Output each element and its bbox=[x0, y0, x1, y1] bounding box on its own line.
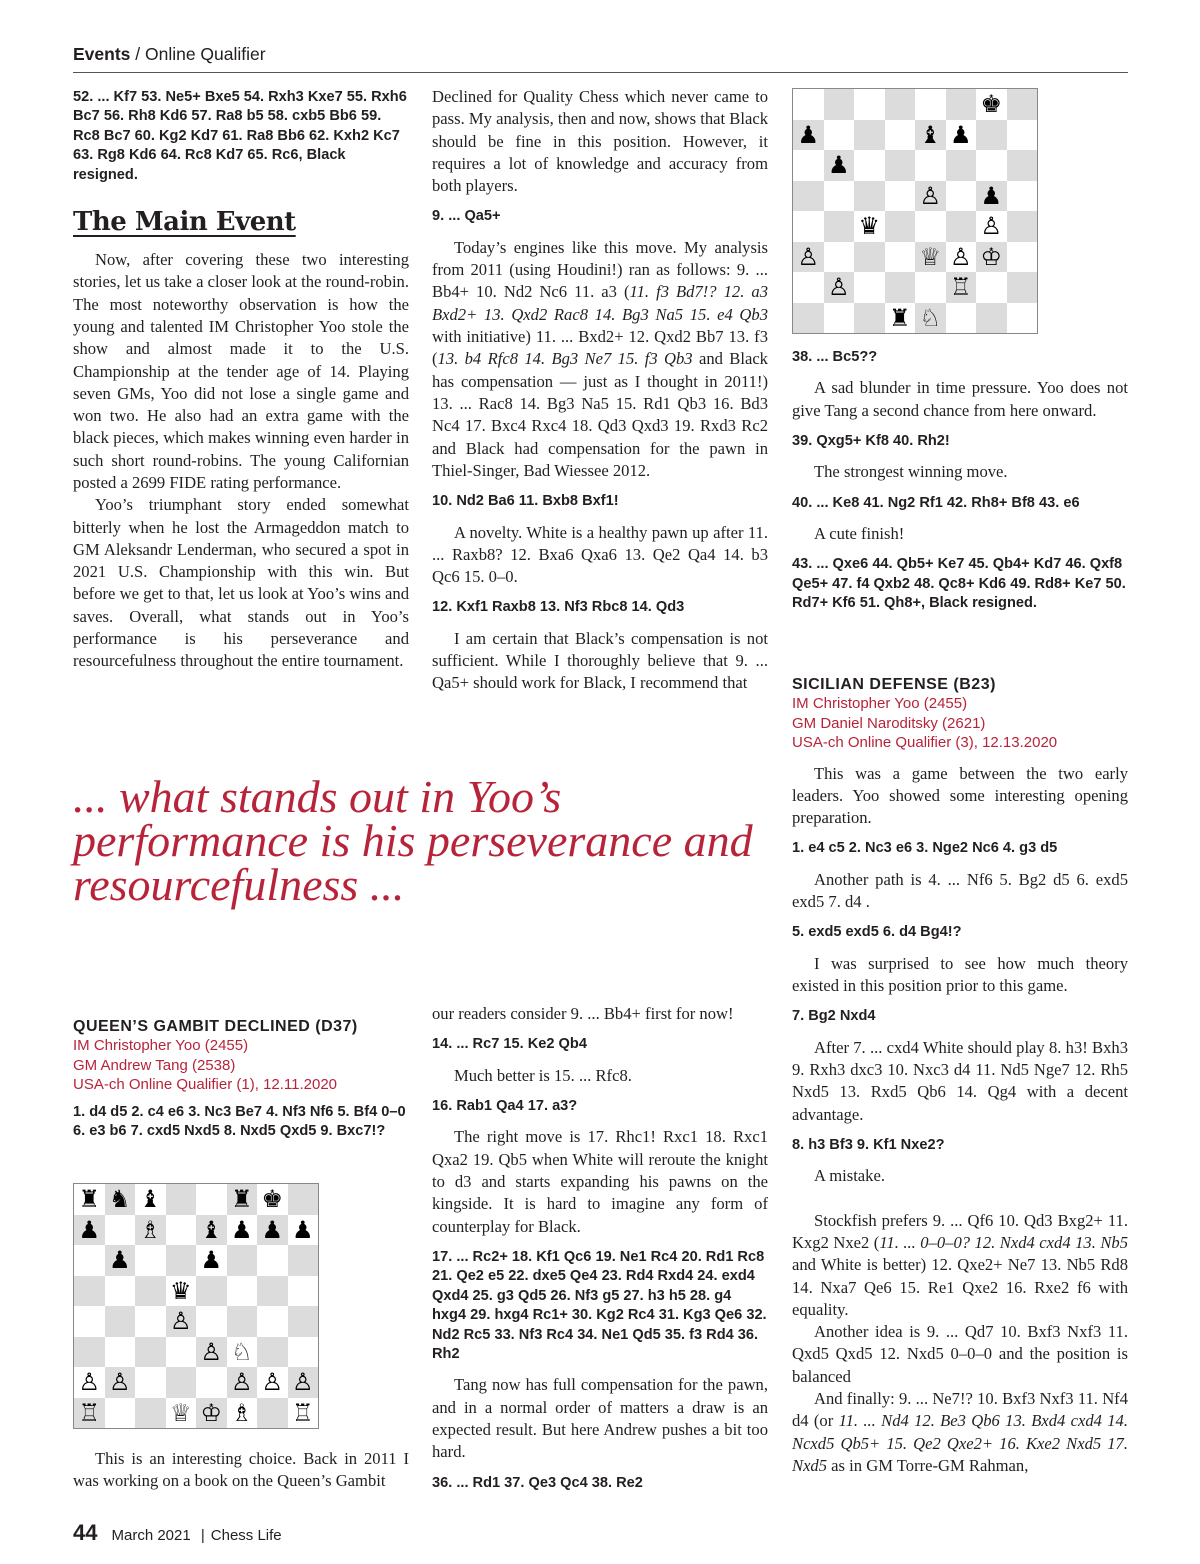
board-square bbox=[227, 1398, 258, 1429]
white-bishop-icon: ♗ bbox=[230, 1398, 253, 1427]
event-info: USA-ch Online Qualifier (3), 12.13.2020 bbox=[792, 734, 1058, 751]
black-bishop-icon: ♝ bbox=[200, 1215, 222, 1244]
board-square bbox=[227, 1184, 258, 1215]
board-square bbox=[105, 1245, 136, 1276]
text-run: And finally: 9. ... Ne7!? 10. Bxf3 Nxf3 11. Nf4 d4 (or bbox=[792, 1389, 1128, 1431]
page-number: 44 bbox=[73, 1520, 98, 1545]
board-square bbox=[824, 89, 855, 120]
board-square bbox=[854, 181, 885, 212]
board-square bbox=[135, 1398, 166, 1429]
board-square bbox=[976, 181, 1007, 212]
magazine-name: Chess Life bbox=[210, 1527, 282, 1544]
board-square bbox=[915, 211, 946, 242]
board-square bbox=[915, 242, 946, 273]
board-square bbox=[257, 1245, 288, 1276]
board-square bbox=[166, 1306, 197, 1337]
text-run: with initiative) 11. ... Bxd2+ 12. Qxd2 Bb7 13. f3 ( bbox=[432, 327, 768, 369]
move-sequence: 52. ... Kf7 53. Ne5+ Bxe5 54. Rxh3 Kxe7 55. Rxh6 Bc7 56. Rh8 Kd6 57. Ra8 b5 58. cxb5 Bb6 59. Rc8 Bc7 60. Kg2 Kd7 61. Ra8 Bb6 62. Kxh2 Kc7 63. Rg8 Kd6 64. Rc8 Kd7 65. Rc6, Black resigned. bbox=[73, 89, 407, 183]
board-square bbox=[885, 150, 916, 181]
black-rook-icon: ♜ bbox=[230, 1185, 253, 1214]
pull-quote: ... what stands out in Yoo’s performance is his perseverance and resourcefulness ... bbox=[73, 771, 753, 910]
game-title: QUEEN’S GAMBIT DECLINED (D37) bbox=[73, 1018, 358, 1035]
body-paragraph: A cute finish! bbox=[814, 524, 905, 544]
board-square bbox=[824, 242, 855, 273]
body-paragraph: A sad blunder in time pressure. Yoo does not give Tang a second chance from here onward. bbox=[792, 378, 1128, 420]
board-square bbox=[105, 1184, 136, 1215]
variation-text: 11. ... Nd4 12. Be3 Qb6 13. Bxd4 cxd4 14. Ncxd5 Qb5+ 15. Qe2 Qxe2+ 16. Kxe2 Nxd5 17. Nxd5 bbox=[792, 1411, 1128, 1475]
move-sequence: 12. Kxf1 Raxb8 13. Nf3 Rbc8 14. Qd3 bbox=[432, 599, 685, 616]
board-square bbox=[105, 1276, 136, 1307]
board-square bbox=[946, 303, 977, 334]
black-pawn-icon: ♟ bbox=[797, 120, 819, 149]
text-run: and Black has compensation — just as I thought in 2011!) 13. ... Rac8 14. Bg3 Na5 15. Rd1 Qb3 16. Bd3 Nc4 17. Bxc4 Rxc4 18. Qd3 Qxd3 19. Rxd3 Rc2 and Black had compensation for the pawn in Thiel-Singer, Bad Wiessee 2012. bbox=[432, 349, 768, 480]
white-pawn-icon: ♙ bbox=[980, 212, 1002, 241]
body-paragraph: Much better is 15. ... Rfc8. bbox=[454, 1065, 632, 1085]
board-square bbox=[976, 242, 1007, 273]
text-run: as in GM Torre-GM Rahman, bbox=[827, 1455, 1029, 1475]
board-square bbox=[288, 1337, 319, 1368]
board-square bbox=[1007, 242, 1038, 273]
board-square bbox=[885, 181, 916, 212]
board-square bbox=[196, 1276, 227, 1307]
board-square bbox=[1007, 303, 1038, 334]
section-separator: / bbox=[130, 44, 145, 64]
move-sequence: 14. ... Rc7 15. Ke2 Qb4 bbox=[432, 1036, 587, 1053]
board-square bbox=[793, 242, 824, 273]
board-square bbox=[74, 1245, 105, 1276]
page-footer bbox=[73, 1520, 282, 1546]
board-square bbox=[227, 1367, 258, 1398]
board-square bbox=[824, 272, 855, 303]
board-square bbox=[1007, 211, 1038, 242]
board-square bbox=[135, 1215, 166, 1246]
board-square bbox=[854, 242, 885, 273]
white-rook-icon: ♖ bbox=[949, 273, 972, 302]
game-1-note bbox=[73, 1448, 409, 1493]
white-pawn-icon: ♙ bbox=[797, 242, 819, 271]
board-square bbox=[74, 1306, 105, 1337]
board-square bbox=[1007, 120, 1038, 151]
board-square bbox=[793, 272, 824, 303]
text-run: and White is better) 12. Qxe2+ Ne7 13. Nb5 Rd8 14. Nxa7 Qe6 15. Re1 Qxe2 16. Rxe2 f6 with equality. bbox=[792, 1255, 1128, 1319]
board-square bbox=[166, 1245, 197, 1276]
white-pawn-icon: ♙ bbox=[230, 1368, 253, 1397]
white-knight-icon: ♘ bbox=[919, 303, 941, 332]
body-paragraph: our readers consider 9. ... Bb4+ first for now! bbox=[432, 1004, 734, 1023]
move-sequence: 43. ... Qxe6 44. Qb5+ Ke7 45. Qb4+ Kd7 46. Qxf8 Qe5+ 47. f4 Qxb2 48. Qc8+ Kd6 49. Rd8+ Ke7 50. Rd7+ Kf6 51. Qh8+, Black resigned. bbox=[792, 556, 1126, 612]
board-square bbox=[288, 1245, 319, 1276]
board-square bbox=[135, 1367, 166, 1398]
black-pawn-icon: ♟ bbox=[827, 151, 850, 180]
board-square bbox=[946, 211, 977, 242]
move-sequence: 1. e4 c5 2. Nc3 e6 3. Nge2 Nc6 4. g3 d5 bbox=[792, 840, 1058, 857]
header-rule bbox=[73, 72, 1128, 73]
white-pawn-icon: ♙ bbox=[949, 242, 972, 271]
black-pawn-icon: ♟ bbox=[980, 181, 1002, 210]
board-square bbox=[854, 89, 885, 120]
board-square bbox=[824, 303, 855, 334]
board-square bbox=[885, 89, 916, 120]
board-square bbox=[1007, 89, 1038, 120]
white-pawn-icon: ♙ bbox=[169, 1307, 192, 1336]
board-square bbox=[196, 1306, 227, 1337]
game-2 bbox=[792, 676, 1128, 1477]
board-square bbox=[976, 150, 1007, 181]
black-player: GM Andrew Tang (2538) bbox=[73, 1056, 236, 1074]
black-rook-icon: ♜ bbox=[78, 1185, 100, 1214]
white-pawn-icon: ♙ bbox=[261, 1368, 283, 1397]
white-king-icon: ♔ bbox=[200, 1398, 222, 1427]
board-square bbox=[74, 1184, 105, 1215]
board-square bbox=[74, 1337, 105, 1368]
board-square bbox=[1007, 181, 1038, 212]
body-paragraph: The right move is 17. Rhc1! Rxc1 18. Rxc1 Qxa2 19. Qb5 when White will reroute the knight to d3 and starts expanding his pawns on the kingside. It is hard to imagine any form of counterplay for Black. bbox=[432, 1127, 768, 1236]
subsection-label: Online Qualifier bbox=[144, 44, 266, 64]
white-pawn-icon: ♙ bbox=[108, 1368, 131, 1397]
black-bishop-icon: ♝ bbox=[139, 1185, 161, 1214]
board-square bbox=[74, 1215, 105, 1246]
black-pawn-icon: ♟ bbox=[261, 1215, 283, 1244]
board-square bbox=[196, 1398, 227, 1429]
black-bishop-icon: ♝ bbox=[919, 120, 941, 149]
board-square bbox=[854, 150, 885, 181]
board-square bbox=[257, 1184, 288, 1215]
board-square bbox=[135, 1184, 166, 1215]
board-square bbox=[976, 120, 1007, 151]
body-paragraph: The strongest winning move. bbox=[814, 462, 1008, 482]
white-queen-icon: ♕ bbox=[919, 242, 941, 271]
board-square bbox=[824, 150, 855, 181]
black-pawn-icon: ♟ bbox=[200, 1246, 222, 1275]
footer-separator: | bbox=[200, 1527, 205, 1544]
running-head bbox=[73, 44, 266, 65]
board-square bbox=[166, 1367, 197, 1398]
board-square bbox=[946, 272, 977, 303]
black-pawn-icon: ♟ bbox=[108, 1246, 131, 1275]
game-1-header bbox=[73, 1018, 409, 1141]
variation-text: 11. f3 Bd7!? 12. a3 Bxd2+ 13. Qxd2 Rac8 14. Bg3 Na5 15. e4 Qb3 bbox=[432, 282, 768, 324]
white-bishop-icon: ♗ bbox=[139, 1215, 161, 1244]
black-pawn-icon: ♟ bbox=[230, 1215, 253, 1244]
board-square bbox=[915, 89, 946, 120]
board-square bbox=[288, 1398, 319, 1429]
board-square bbox=[1007, 150, 1038, 181]
board-square bbox=[946, 120, 977, 151]
white-queen-icon: ♕ bbox=[169, 1398, 192, 1427]
body-paragraph: Yoo’s triumphant story ended somewhat bitterly when he lost the Armageddon match to GM Aleksandr Lenderman, who secured a spot in 2021 U.S. Championship with this win. But before we get to that, let us look at Yoo’s wins and saves. Overall, what stands out in Yoo’s performance is his perseverance and resourcefulness throughout the entire tournament. bbox=[73, 495, 409, 671]
move-sequence: 8. h3 Bf3 9. Kf1 Nxe2? bbox=[792, 1136, 945, 1153]
board-square bbox=[227, 1306, 258, 1337]
board-square bbox=[166, 1184, 197, 1215]
board-square bbox=[105, 1306, 136, 1337]
white-player: IM Christopher Yoo (2455) bbox=[792, 695, 968, 712]
column-1-top bbox=[73, 88, 409, 673]
variation-text: 13. b4 Rfc8 14. Bg3 Ne7 15. f3 Qb3 bbox=[437, 349, 693, 369]
board-square bbox=[946, 181, 977, 212]
body-paragraph: A mistake. bbox=[814, 1166, 885, 1186]
board-square bbox=[288, 1306, 319, 1337]
body-paragraph: Now, after covering these two interesting stories, let us take a closer look at the round-robin. The most noteworthy observation is how the young and talented IM Christopher Yoo stole the show and almost made it to the U.S. Championship at the tender age of 14. Playing seven GMs, Yoo did not lose a single game and won two. He also had an extra game with the black pieces, which makes winning even harder in such short round-robins. The young Californian posted a 2699 FIDE rating performance. bbox=[73, 250, 409, 492]
board-square bbox=[196, 1184, 227, 1215]
board-square bbox=[257, 1367, 288, 1398]
move-sequence: 17. ... Rc2+ 18. Kf1 Qc6 19. Ne1 Rc4 20. Rd1 Rc8 21. Qe2 e5 22. dxe5 Qe4 23. Rd4 Rxd4 24. exd4 Qxd4 25. g3 Qd5 26. Nf3 g5 27. h3 h5 28. g4 hxg4 29. hxg4 Rc1+ 30. Kg2 Rc4 31. Kg3 Qe6 32. Nd2 Rc5 33. Nf3 Rc4 34. Ne1 Qd5 35. f3 Rd4 36. Rh2 bbox=[432, 1248, 767, 1362]
move-sequence: 5. exd5 exd5 6. d4 Bg4!? bbox=[792, 924, 962, 941]
white-knight-icon: ♘ bbox=[230, 1337, 253, 1366]
board-square bbox=[257, 1398, 288, 1429]
board-square bbox=[824, 211, 855, 242]
body-paragraph: A novelty. White is a healthy pawn up after 11. ... Raxb8? 12. Bxa6 Qxa6 13. Qe2 Qa4 14. b3 Qc6 15. 0–0. bbox=[432, 522, 768, 587]
body-paragraph bbox=[792, 1388, 1128, 1477]
black-player: GM Daniel Naroditsky (2621) bbox=[792, 714, 986, 732]
body-paragraph: Another idea is 9. ... Qd7 10. Bxf3 Nxf3 11. Qxd5 Qxd5 12. Nxd5 0–0–0 and the position is balanced bbox=[792, 1322, 1128, 1386]
board-square bbox=[257, 1215, 288, 1246]
black-pawn-icon: ♟ bbox=[949, 120, 972, 149]
chess-diagram-1 bbox=[73, 1183, 319, 1429]
variation-text: 11. ... 0–0–0? 12. Nxd4 cxd4 13. Nb5 bbox=[879, 1232, 1128, 1252]
board-square bbox=[793, 303, 824, 334]
board-square bbox=[854, 120, 885, 151]
column-2-bottom bbox=[432, 1003, 768, 1493]
body-paragraph: This was a game between the two early leaders. Yoo showed some interesting opening preparation. bbox=[792, 763, 1128, 828]
board-square bbox=[854, 272, 885, 303]
board-square bbox=[854, 303, 885, 334]
board-square bbox=[976, 303, 1007, 334]
move-sequence: 16. Rab1 Qa4 17. a3? bbox=[432, 1098, 578, 1114]
board-square bbox=[915, 120, 946, 151]
black-pawn-icon: ♟ bbox=[78, 1215, 100, 1244]
black-rook-icon: ♜ bbox=[888, 303, 911, 332]
board-square bbox=[257, 1276, 288, 1307]
white-player: IM Christopher Yoo (2455) bbox=[73, 1037, 249, 1054]
board-square bbox=[227, 1276, 258, 1307]
board-square bbox=[227, 1245, 258, 1276]
black-knight-icon: ♞ bbox=[108, 1185, 131, 1214]
body-paragraph: This is an interesting choice. Back in 2011 I was working on a book on the Queen’s Gambit bbox=[73, 1449, 409, 1491]
board-square bbox=[135, 1276, 166, 1307]
board-square bbox=[946, 150, 977, 181]
move-sequence: 36. ... Rd1 37. Qe3 Qc4 38. Re2 bbox=[432, 1474, 643, 1491]
body-paragraph: Another path is 4. ... Nf6 5. Bg2 d5 6. exd5 exd5 7. d4 . bbox=[792, 869, 1128, 912]
black-king-icon: ♚ bbox=[261, 1185, 283, 1214]
board-square bbox=[885, 242, 916, 273]
text-run: Stockfish prefers 9. ... Qf6 10. Qd3 Bxg2+ 11. Kxg2 Nxe2 ( bbox=[792, 1210, 1128, 1252]
board-square bbox=[135, 1306, 166, 1337]
board-square bbox=[793, 211, 824, 242]
body-paragraph: Declined for Quality Chess which never came to pass. My analysis, then and now, shows that Black should be fine in this position. However, it requires a lot of knowledge and accuracy from both players. bbox=[432, 87, 768, 196]
move-sequence: 40. ... Ke8 41. Ng2 Rf1 42. Rh8+ Bf8 43. e6 bbox=[792, 494, 1080, 511]
board-square bbox=[854, 211, 885, 242]
board-square bbox=[257, 1306, 288, 1337]
board-square bbox=[105, 1398, 136, 1429]
board-square bbox=[824, 120, 855, 151]
move-sequence: 1. d4 d5 2. c4 e6 3. Nc3 Be7 4. Nf3 Nf6 5. Bf4 0–0 6. e3 b6 7. cxd5 Nxd5 8. Nxd5 Qxd5 9. Bxc7!? bbox=[73, 1103, 406, 1139]
board-square bbox=[166, 1276, 197, 1307]
board-square bbox=[196, 1337, 227, 1368]
move-sequence: 38. ... Bc5?? bbox=[792, 349, 878, 365]
white-rook-icon: ♖ bbox=[291, 1398, 314, 1427]
white-pawn-icon: ♙ bbox=[919, 181, 941, 210]
board-square bbox=[288, 1184, 319, 1215]
body-paragraph bbox=[792, 1210, 1128, 1321]
board-square bbox=[74, 1276, 105, 1307]
board-square bbox=[915, 181, 946, 212]
board-square bbox=[166, 1215, 197, 1246]
body-paragraph: I am certain that Black’s compensation is not sufficient. While I thoroughly believe that 9. ... Qa5+ should work for Black, I recommend that bbox=[432, 628, 768, 693]
column-2-top bbox=[432, 86, 768, 695]
board-square bbox=[824, 181, 855, 212]
board-square bbox=[257, 1337, 288, 1368]
board-square bbox=[196, 1367, 227, 1398]
body-paragraph: Tang now has full compensation for the pawn, and in a normal order of matters a draw is an expected result. But here Andrew pushes a bit too hard. bbox=[432, 1375, 768, 1462]
board-square bbox=[946, 242, 977, 273]
board-square bbox=[915, 303, 946, 334]
board-square bbox=[793, 150, 824, 181]
board-square bbox=[288, 1276, 319, 1307]
move-sequence: 39. Qxg5+ Kf8 40. Rh2! bbox=[792, 433, 950, 449]
board-square bbox=[105, 1367, 136, 1398]
board-square bbox=[976, 211, 1007, 242]
black-king-icon: ♚ bbox=[980, 90, 1002, 119]
black-queen-icon: ♛ bbox=[169, 1276, 192, 1305]
black-pawn-icon: ♟ bbox=[291, 1215, 314, 1244]
board-square bbox=[793, 89, 824, 120]
body-paragraph: After 7. ... cxd4 White should play 8. h3! Bxh3 9. Rxh3 dxc3 10. Nxc3 d4 11. Nd5 Nge7 12. Rh5 Nxd5 13. Rxd5 Qb6 14. Qg4 with a decent advantage. bbox=[792, 1037, 1128, 1124]
game-title: SICILIAN DEFENSE (B23) bbox=[792, 676, 996, 693]
white-king-icon: ♔ bbox=[980, 242, 1002, 271]
board-square bbox=[1007, 272, 1038, 303]
body-paragraph: I was surprised to see how much theory existed in this position prior to this game. bbox=[792, 953, 1128, 996]
board-square bbox=[227, 1337, 258, 1368]
board-square bbox=[915, 150, 946, 181]
column-3 bbox=[792, 348, 1128, 614]
board-square bbox=[135, 1337, 166, 1368]
text-run: Today’s engines like this move. My analysis from 2011 (using Houdini!) ran as follows: 9. ... Bb4+ 10. Nd2 Nc6 11. a3 ( bbox=[432, 237, 768, 302]
board-square bbox=[976, 272, 1007, 303]
board-square bbox=[885, 211, 916, 242]
board-square bbox=[74, 1398, 105, 1429]
board-square bbox=[288, 1215, 319, 1246]
black-queen-icon: ♛ bbox=[858, 212, 880, 241]
white-pawn-icon: ♙ bbox=[78, 1368, 100, 1397]
board-square bbox=[74, 1367, 105, 1398]
board-square bbox=[793, 181, 824, 212]
white-pawn-icon: ♙ bbox=[291, 1368, 314, 1397]
board-square bbox=[105, 1337, 136, 1368]
board-square bbox=[135, 1245, 166, 1276]
event-info: USA-ch Online Qualifier (1), 12.11.2020 bbox=[73, 1076, 338, 1093]
body-paragraph bbox=[432, 237, 768, 482]
white-pawn-icon: ♙ bbox=[827, 273, 850, 302]
section-label: Events bbox=[73, 44, 131, 64]
white-rook-icon: ♖ bbox=[78, 1398, 100, 1427]
move-sequence: 10. Nd2 Ba6 11. Bxb8 Bxf1! bbox=[432, 493, 619, 510]
board-square bbox=[105, 1215, 136, 1246]
issue-date: March 2021 bbox=[111, 1527, 191, 1544]
board-square bbox=[166, 1398, 197, 1429]
board-square bbox=[885, 120, 916, 151]
board-square bbox=[915, 272, 946, 303]
board-square bbox=[166, 1337, 197, 1368]
board-square bbox=[196, 1245, 227, 1276]
board-square bbox=[885, 303, 916, 334]
board-square bbox=[946, 89, 977, 120]
move-sequence: 9. ... Qa5+ bbox=[432, 208, 501, 225]
board-square bbox=[976, 89, 1007, 120]
board-square bbox=[288, 1367, 319, 1398]
chess-diagram-2 bbox=[792, 88, 1038, 334]
board-square bbox=[793, 120, 824, 151]
section-heading: The Main Event bbox=[73, 207, 296, 238]
move-sequence: 7. Bg2 Nxd4 bbox=[792, 1008, 876, 1025]
board-square bbox=[196, 1215, 227, 1246]
board-square bbox=[885, 272, 916, 303]
board-square bbox=[227, 1215, 258, 1246]
white-pawn-icon: ♙ bbox=[200, 1337, 222, 1366]
